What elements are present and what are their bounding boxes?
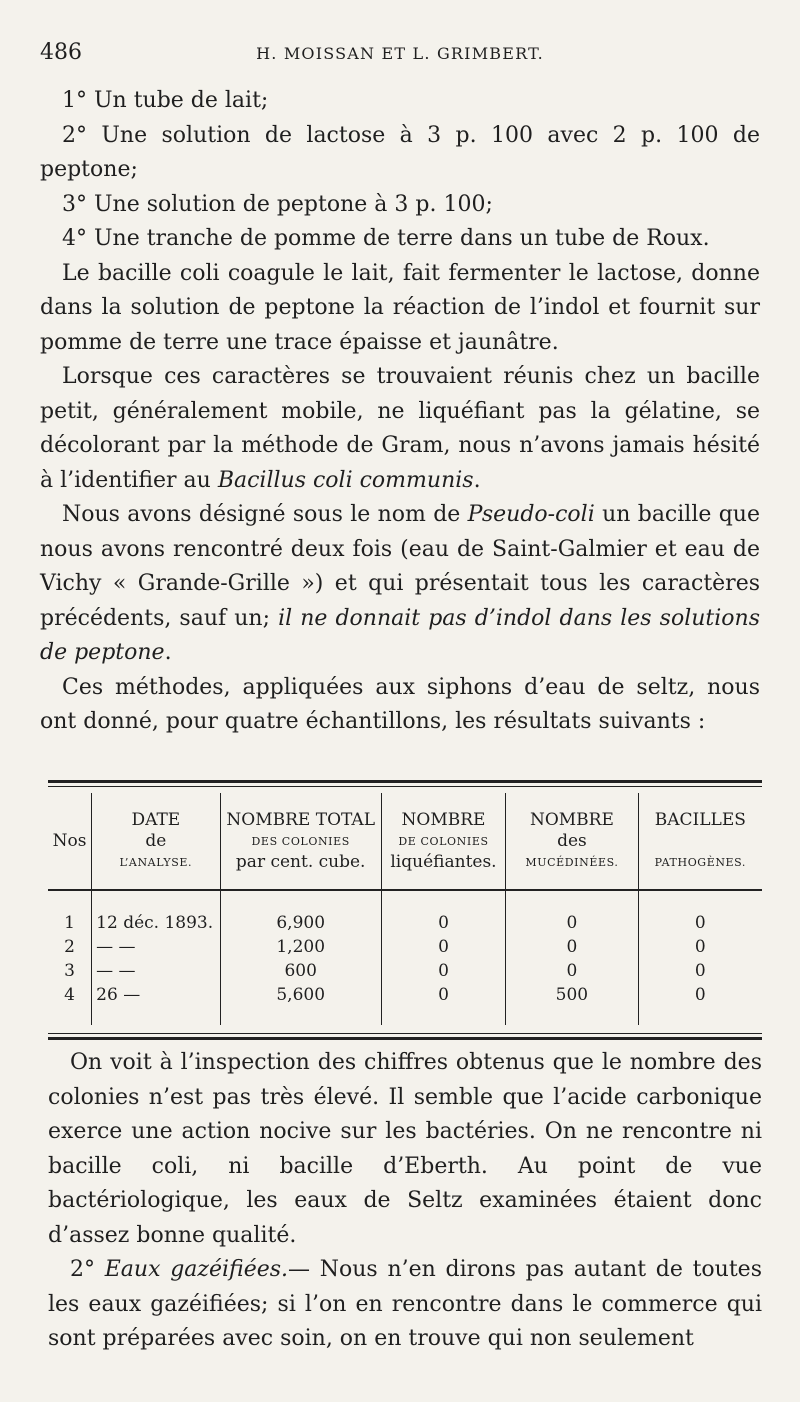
- species-name: Pseudo-coli: [467, 502, 595, 527]
- header-nombre-total: NOMBRE TOTAL DES COLONIES par cent. cube.: [220, 793, 381, 890]
- table-row: 2 — — 1,200 0 0 0: [48, 935, 762, 959]
- header-bacilles: BACILLES PATHOGÈNES.: [638, 793, 762, 890]
- paragraph-inspection: On voit à l’inspection des chiffres obtenus que le nombre des colonies n’est pas très élevé. Il semble que l’acide carbonique exerce une action nocive sur les bactéries. On ne rencontre ni bacille coli, ni bacille d’Eberth. Au point de vue bactériologique, les eaux de Seltz examinées étaient donc d’assez bonne qualité.: [48, 1050, 762, 1248]
- list-item: 4° Une tranche de pomme de terre dans un tube de Roux.: [62, 226, 710, 251]
- page-number: 486: [40, 40, 82, 65]
- species-name: Bacillus coli communis: [217, 467, 474, 493]
- paragraph-eaux-gazeifiees: 2° Eaux gazéifiées.— Nous n’en dirons pas autant de toutes les eaux gazéifiées; si l’on en rencontre dans le commerce qui sont préparées avec soin, on en trouve qui non seulement: [48, 1257, 762, 1351]
- emphasis: il ne donnait pas d’indol dans les solutions de peptone: [40, 605, 760, 665]
- section-title: Eaux gazéifiées.: [104, 1257, 289, 1282]
- paragraph-pseudo-coli: Nous avons désigné sous le nom de Pseudo-coli un bacille que nous avons rencontré deux fois (eau de Saint-Galmier et eau de Vichy « Grande-Grille ») et qui présentait tous les caractères précédents, sauf un; il ne donnait pas d’indol dans les solutions de peptone.: [40, 502, 760, 665]
- table-row: 1 12 déc. 1893. 6,900 0 0 0: [48, 890, 762, 935]
- header-liquefiantes: NOMBRE DE COLONIES liquéfiantes.: [381, 793, 505, 890]
- table-row: 3 — — 600 0 0 0: [48, 959, 762, 983]
- header-numero: Nos: [48, 793, 92, 890]
- body-text-top: [40, 84, 760, 740]
- list-item: 1° Un tube de lait;: [62, 88, 269, 113]
- page-header: [40, 40, 760, 74]
- table-rule-top: [48, 780, 762, 787]
- table-rule-bottom: [48, 1033, 762, 1040]
- paragraph-caracteres: Lorsque ces caractères se trouvaient réunis chez un bacille petit, généralement mobile, ne liquéfiant pas la gélatine, se décolorant par la méthode de Gram, nous n’avons jamais hésité à l’identifier au Bacillus coli communis.: [40, 364, 760, 493]
- list-item: 3° Une solution de peptone à 3 p. 100;: [62, 191, 493, 217]
- table-header-row: [48, 793, 762, 890]
- body-text-bottom: [48, 1046, 762, 1357]
- table-row: 4 26 — 5,600 0 500 0: [48, 983, 762, 1025]
- list-item: 2° Une solution de lactose à 3 p. 100 avec 2 p. 100 de peptone;: [40, 122, 760, 182]
- header-mucedinees: NOMBRE des MUCÉDINÉES.: [506, 793, 639, 890]
- running-head: H. MOISSAN ET L. GRIMBERT.: [256, 44, 544, 63]
- paragraph-methodes: Ces méthodes, appliquées aux siphons d’eau de seltz, nous ont donné, pour quatre échantillons, les résultats suivants :: [40, 674, 760, 734]
- paragraph-coli: Le bacille coli coagule le lait, fait fermenter le lactose, donne dans la solution de peptone la réaction de l’indol et fournit sur pomme de terre une trace épaisse et jaunâtre.: [40, 260, 760, 355]
- results-table: [48, 793, 762, 1025]
- header-date: DATE de L’ANALYSE.: [92, 793, 220, 890]
- results-table-block: [48, 780, 762, 1040]
